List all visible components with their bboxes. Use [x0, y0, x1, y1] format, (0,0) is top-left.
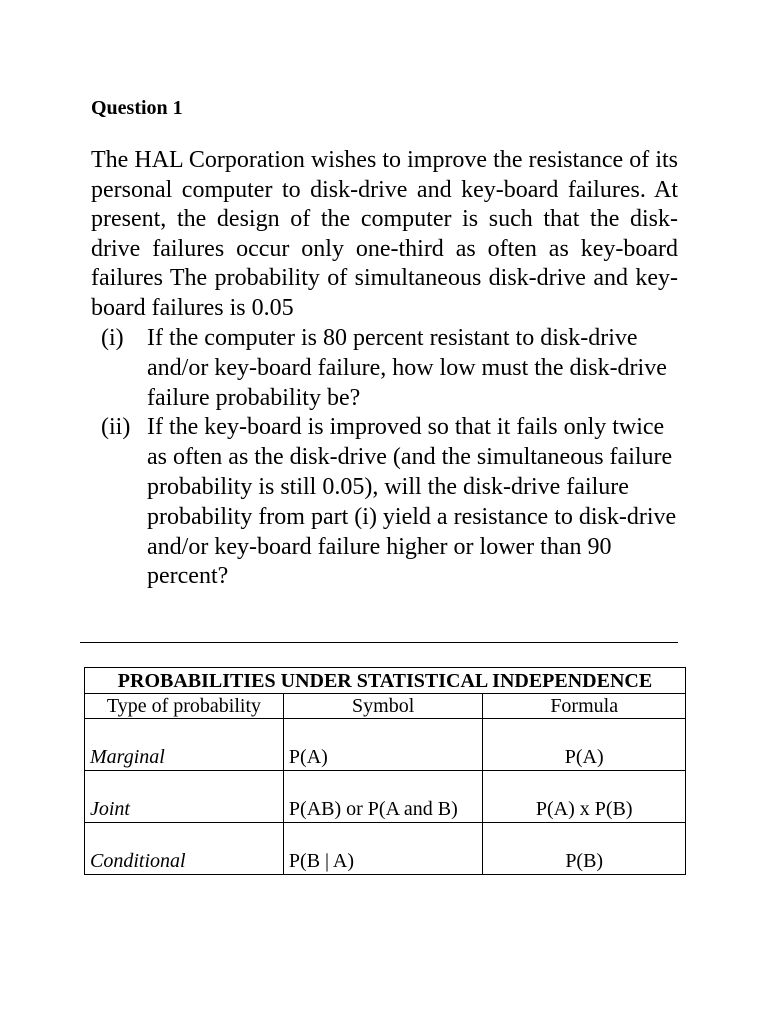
table-row — [85, 771, 686, 823]
table-title-row — [85, 668, 686, 694]
table-title: PROBABILITIES UNDER STATISTICAL INDEPENDENCE — [85, 668, 686, 694]
cell-type: Marginal — [85, 719, 284, 771]
question-part-text: If the computer is 80 percent resistant to disk-drive and/or key-board failure, how low must the disk-drive failure probability be? — [147, 325, 667, 411]
header-symbol: Symbol — [283, 694, 483, 719]
cell-symbol: P(A) — [283, 719, 483, 771]
header-formula: Formula — [483, 694, 686, 719]
cell-symbol: P(AB) or P(A and B) — [283, 771, 483, 823]
cell-formula: P(A) — [483, 719, 686, 771]
horizontal-divider — [80, 642, 678, 643]
probability-table — [84, 667, 686, 875]
question-part — [91, 324, 678, 413]
table-header-row — [85, 694, 686, 719]
cell-formula: P(B) — [483, 823, 686, 875]
question-intro: The HAL Corporation wishes to improve the resistance of its personal computer to disk-drive and key-board failures. At present, the design of the computer is such that the disk-drive failures occur only one-third as often as key-board failures The probability of simultaneous disk-drive and key-board failures is 0.05 — [91, 147, 678, 321]
cell-symbol: P(B | A) — [283, 823, 483, 875]
question-parts-list — [91, 324, 678, 592]
cell-type: Joint — [85, 771, 284, 823]
question-part — [91, 413, 678, 592]
cell-formula: P(A) x P(B) — [483, 771, 686, 823]
question-part-number: (ii) — [101, 414, 131, 441]
header-type: Type of probability — [85, 694, 284, 719]
cell-type: Conditional — [85, 823, 284, 875]
table-row — [85, 719, 686, 771]
question-part-text: If the key-board is improved so that it fails only twice as often as the disk-drive (and the simultaneous failure probability is still 0.05), will the disk-drive failure probability from part (i) yield a resistance to disk-drive and/or key-board failure higher or lower than 90 percent? — [147, 414, 677, 590]
question-part-number: (i) — [101, 325, 124, 351]
table-row — [85, 823, 686, 875]
question-heading: Question 1 — [91, 97, 183, 119]
